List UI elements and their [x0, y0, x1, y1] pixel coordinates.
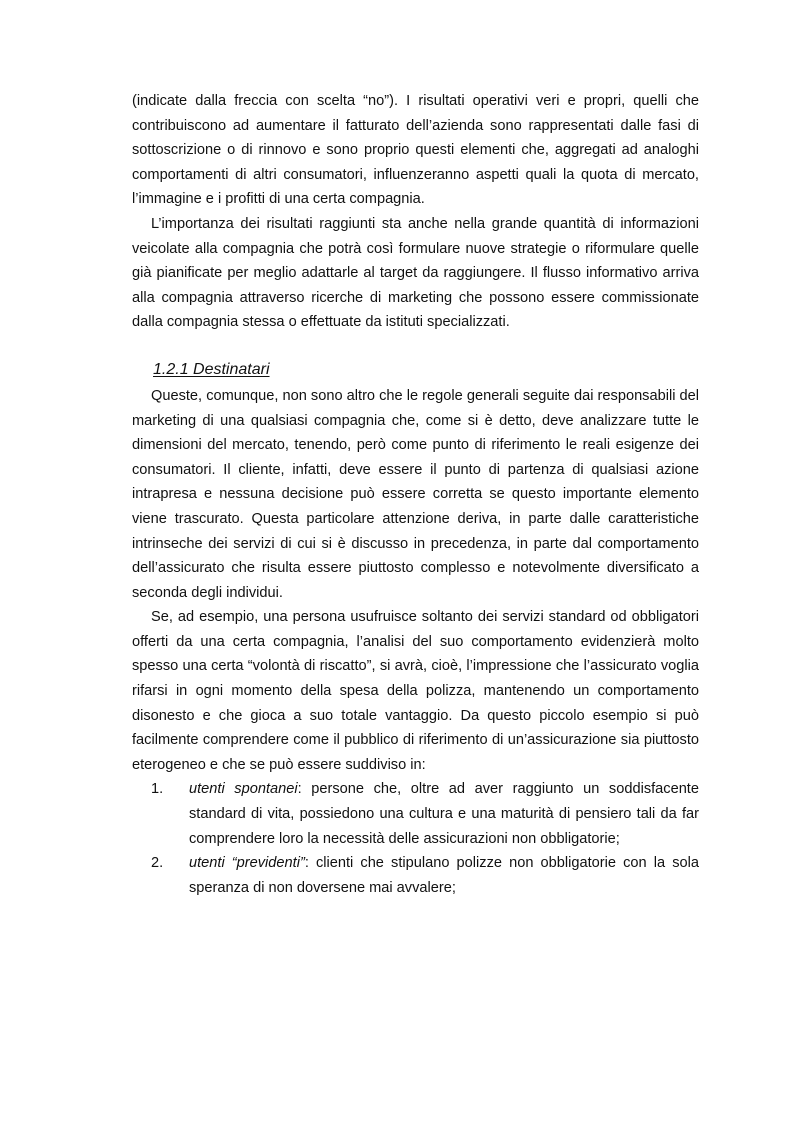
list-term: utenti spontanei	[189, 781, 298, 798]
paragraph-example: Se, ad esempio, una persona usufruisce soltanto dei servizi standard od obbligatori offerti da una certa compagnia, l’analisi del suo comportamento evidenzierà molto spesso una certa “volontà di riscatto”, si avrà, cioè, l’impressione che l’assicurato voglia rifarsi in ogni momento della spesa della polizza, mantenendo un comportamento disonesto e che gioca a suo totale vantaggio. Da questo piccolo esempio si può facilmente comprendere come il pubblico di riferimento di un’assicurazione sia piuttosto eterogeneo e che se può essere suddiviso in:	[132, 609, 699, 773]
list-item-spontaneous-users	[132, 777, 699, 851]
document-body	[132, 89, 699, 900]
paragraph-marketing-rules: Queste, comunque, non sono altro che le regole generali seguite dai responsabili del marketing di una qualsiasi compagnia che, come si è detto, deve analizzare tutte le dimensioni del mercato, tenendo, però come punto di riferimento le reali esigenze dei consumatori. Il cliente, infatti, deve essere il punto di partenza di qualsiasi azione intrapresa e nessuna decisione può essere corretta se questo importante elemento viene trascurato. Questa particolare attenzione deriva, in parte dalle caratteristiche intrinseche dei servizi di cui si è discusso in precedenza, in parte dal comportamento dell’assicurato che risulta essere piuttosto complesso e notevolmente diversificato a seconda degli individui.	[132, 387, 699, 601]
list-term: utenti “previdenti”	[189, 855, 305, 872]
list-number: 2.	[151, 855, 164, 872]
list-description: : clienti che stipulano polizze non obbligatorie con la sola speranza di non doversene mai avvalere;	[189, 855, 699, 896]
paragraph-intro: (indicate dalla freccia con scelta “no”). I risultati operativi veri e propri, quelli che contribuiscono ad aumentare il fatturato dell’azienda sono rappresentati dalle fasi di sottoscrizione o di rinnovo e sono proprio questi elementi che, aggregati ad analoghi comportamenti di altri consumatori, influenzeranno aspetti quali la quota di mercato, l’immagine e i profitti di una certa compagnia.	[132, 93, 699, 208]
section-heading-destinatari: 1.2.1 Destinatari	[153, 360, 270, 378]
audience-list	[132, 777, 699, 900]
list-number: 1.	[151, 781, 164, 798]
list-item-provident-users	[132, 851, 699, 900]
list-description: : persone che, oltre ad aver raggiunto un soddisfacente standard di vita, possiedono una cultura e una maturità di pensiero tali da far comprendere loro la necessità delle assicurazioni non obbligatorie;	[189, 781, 699, 847]
paragraph-importance: L’importanza dei risultati raggiunti sta anche nella grande quantità di informazioni veicolate alla compagnia che potrà così formulare nuove strategie o riformulare quelle già pianificate per meglio adattarle al target da raggiungere. Il flusso informativo arriva alla compagnia attraverso ricerche di marketing che possono essere commissionate dalla compagnia stessa o effettuate da istituti specializzati.	[132, 215, 699, 331]
